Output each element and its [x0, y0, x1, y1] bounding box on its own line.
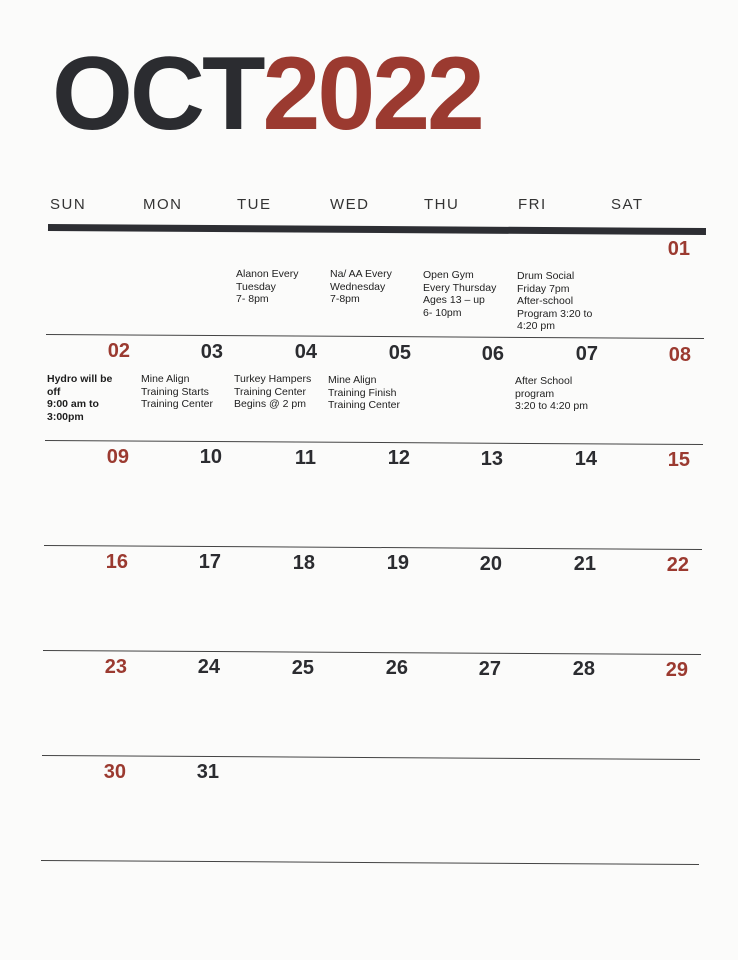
date-oct-01: 01: [667, 238, 690, 260]
event-hydro-off: Hydro will be off 9:00 am to 3:00pm: [47, 373, 113, 423]
weekday-sun: SUN: [50, 196, 87, 213]
date-oct-07: 07: [575, 343, 598, 365]
date-oct-18: 18: [292, 552, 315, 574]
event-mine-align-start: Mine Align Training Starts Training Center: [141, 373, 213, 410]
date-oct-28: 28: [572, 658, 595, 680]
date-oct-21: 21: [573, 553, 596, 575]
event-alanon: Alanon Every Tuesday 7- 8pm: [236, 268, 299, 305]
event-open-gym: Open Gym Every Thursday Ages 13 – up 6- 10pm: [423, 269, 497, 319]
date-oct-24: 24: [197, 656, 220, 678]
date-oct-17: 17: [198, 551, 221, 573]
date-oct-15: 15: [667, 449, 690, 471]
date-oct-13: 13: [480, 448, 503, 470]
date-oct-11: 11: [294, 447, 316, 469]
row-divider: [43, 650, 701, 655]
date-oct-12: 12: [387, 447, 410, 469]
date-oct-30: 30: [103, 761, 126, 783]
event-drum-social: Drum Social Friday 7pm After-school Program 3:20 to 4:20 pm: [517, 270, 593, 332]
weekday-mon: MON: [143, 196, 183, 213]
weekday-thu: THU: [424, 196, 460, 213]
weekday-wed: WED: [330, 196, 370, 213]
title-year: 2022: [262, 36, 482, 152]
date-oct-14: 14: [574, 448, 597, 470]
date-oct-27: 27: [478, 658, 501, 680]
weekday-tue: TUE: [237, 196, 272, 213]
date-oct-26: 26: [385, 657, 408, 679]
date-oct-19: 19: [386, 552, 409, 574]
weekday-fri: FRI: [518, 196, 547, 213]
row-divider: [46, 334, 704, 339]
calendar-title: [52, 36, 482, 152]
date-oct-16: 16: [105, 551, 128, 573]
event-mine-align-finish: Mine Align Training Finish Training Center: [328, 374, 400, 411]
date-oct-29: 29: [665, 659, 688, 681]
date-oct-08: 08: [668, 344, 691, 366]
row-divider: [45, 440, 703, 445]
date-oct-31: 31: [196, 761, 219, 783]
row-divider: [44, 545, 702, 550]
date-oct-04: 04: [294, 341, 317, 363]
header-bar: [48, 224, 706, 235]
date-oct-02: 02: [107, 340, 130, 362]
weekday-sat: SAT: [611, 196, 644, 213]
date-oct-05: 05: [388, 342, 411, 364]
event-turkey-hampers: Turkey Hampers Training Center Begins @ 2 pm: [234, 373, 312, 410]
date-oct-22: 22: [666, 554, 689, 576]
title-month: OCT: [52, 36, 263, 152]
date-oct-10: 10: [199, 446, 222, 468]
row-divider: [42, 755, 700, 760]
date-oct-09: 09: [106, 446, 129, 468]
date-oct-03: 03: [200, 341, 223, 363]
event-after-school: After School program 3:20 to 4:20 pm: [515, 375, 588, 412]
date-oct-25: 25: [291, 657, 314, 679]
event-na-aa: Na/ AA Every Wednesday 7-8pm: [330, 268, 392, 305]
date-oct-06: 06: [481, 343, 504, 365]
row-divider: [41, 860, 699, 865]
date-oct-20: 20: [479, 553, 502, 575]
date-oct-23: 23: [104, 656, 127, 678]
